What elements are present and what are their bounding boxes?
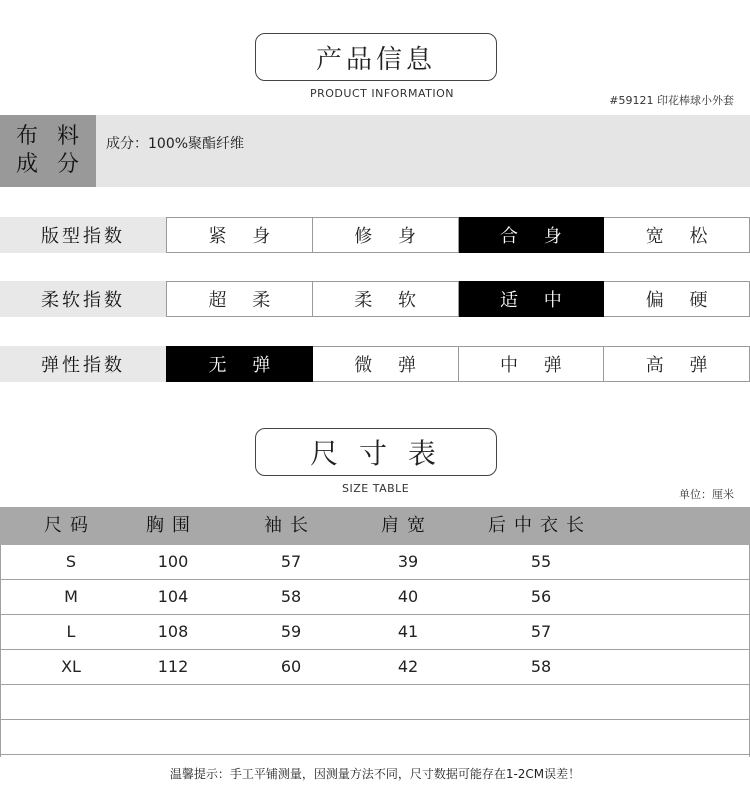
cell-sleeve: 60 [280, 657, 302, 676]
cell-shoulder: 40 [397, 587, 419, 606]
elasticity-index-row [0, 346, 750, 382]
table-row [1, 650, 750, 685]
size-table-header [0, 507, 750, 545]
cell-shoulder: 39 [397, 552, 419, 571]
elasticity-index-label: 弹性指数 [41, 355, 125, 376]
cell-sleeve: 59 [280, 622, 302, 641]
header-back-length: 后中衣长 [488, 515, 592, 536]
fabric-row [0, 115, 750, 187]
softness-index-row [0, 281, 750, 317]
elasticity-option-high: 高 弹 [604, 346, 750, 382]
fit-option-tight: 紧 身 [166, 217, 313, 253]
cell-chest: 100 [157, 552, 189, 571]
elasticity-option-none: 无 弹 [166, 346, 313, 382]
cell-shoulder: 41 [397, 622, 419, 641]
size-table-body [0, 545, 750, 757]
cell-shoulder: 42 [397, 657, 419, 676]
cell-back-length: 58 [530, 657, 552, 676]
cell-size: XL [61, 657, 81, 676]
fit-index-row [0, 217, 750, 253]
fabric-label [0, 115, 96, 187]
fit-option-slim: 修 身 [313, 217, 459, 253]
table-row-empty [1, 720, 750, 755]
table-row [1, 545, 750, 580]
cell-sleeve: 58 [280, 587, 302, 606]
measurement-tip: 温馨提示：手工平铺测量，因测量方法不同，尺寸数据可能存在1-2CM误差！ [169, 767, 581, 781]
fit-index-label: 版型指数 [41, 226, 125, 247]
cell-size: M [64, 587, 78, 606]
cell-back-length: 56 [530, 587, 552, 606]
fit-option-loose: 宽 松 [604, 217, 750, 253]
table-row [1, 615, 750, 650]
cell-back-length: 57 [530, 622, 552, 641]
cell-chest: 108 [157, 622, 189, 641]
softness-option-soft: 柔 软 [313, 281, 459, 317]
product-info-title: 产品信息 [315, 44, 436, 75]
header-shoulder: 肩宽 [381, 515, 433, 536]
header-chest: 胸围 [146, 515, 198, 536]
cell-size: S [65, 552, 77, 571]
cell-chest: 104 [157, 587, 189, 606]
product-info-title-box [255, 33, 497, 81]
fabric-label-line2: 成 分 [16, 152, 85, 177]
size-unit: 单位：厘米 [679, 488, 734, 501]
cell-back-length: 55 [530, 552, 552, 571]
fit-option-regular: 合 身 [459, 217, 605, 253]
elasticity-option-medium: 中 弹 [459, 346, 605, 382]
softness-option-super-soft: 超 柔 [166, 281, 313, 317]
product-info-subtitle: PRODUCT INFORMATION [310, 87, 454, 100]
table-row-empty [1, 685, 750, 720]
elasticity-option-slight: 微 弹 [313, 346, 459, 382]
cell-chest: 112 [157, 657, 189, 676]
product-code: #59121 印花棒球小外套 [609, 94, 734, 107]
size-table-subtitle: SIZE TABLE [342, 482, 410, 495]
table-row [1, 580, 750, 615]
cell-size: L [66, 622, 76, 641]
size-table-title: 尺 寸 表 [310, 437, 442, 470]
fabric-label-line1: 布 料 [16, 124, 85, 149]
fabric-content: 成分：100%聚酯纤维 [106, 136, 245, 152]
size-table-title-box [255, 428, 497, 476]
header-size: 尺码 [44, 515, 96, 536]
cell-sleeve: 57 [280, 552, 302, 571]
header-sleeve: 袖长 [264, 515, 316, 536]
softness-option-stiff: 偏 硬 [604, 281, 750, 317]
softness-option-moderate: 适 中 [459, 281, 605, 317]
softness-index-label: 柔软指数 [41, 290, 125, 311]
